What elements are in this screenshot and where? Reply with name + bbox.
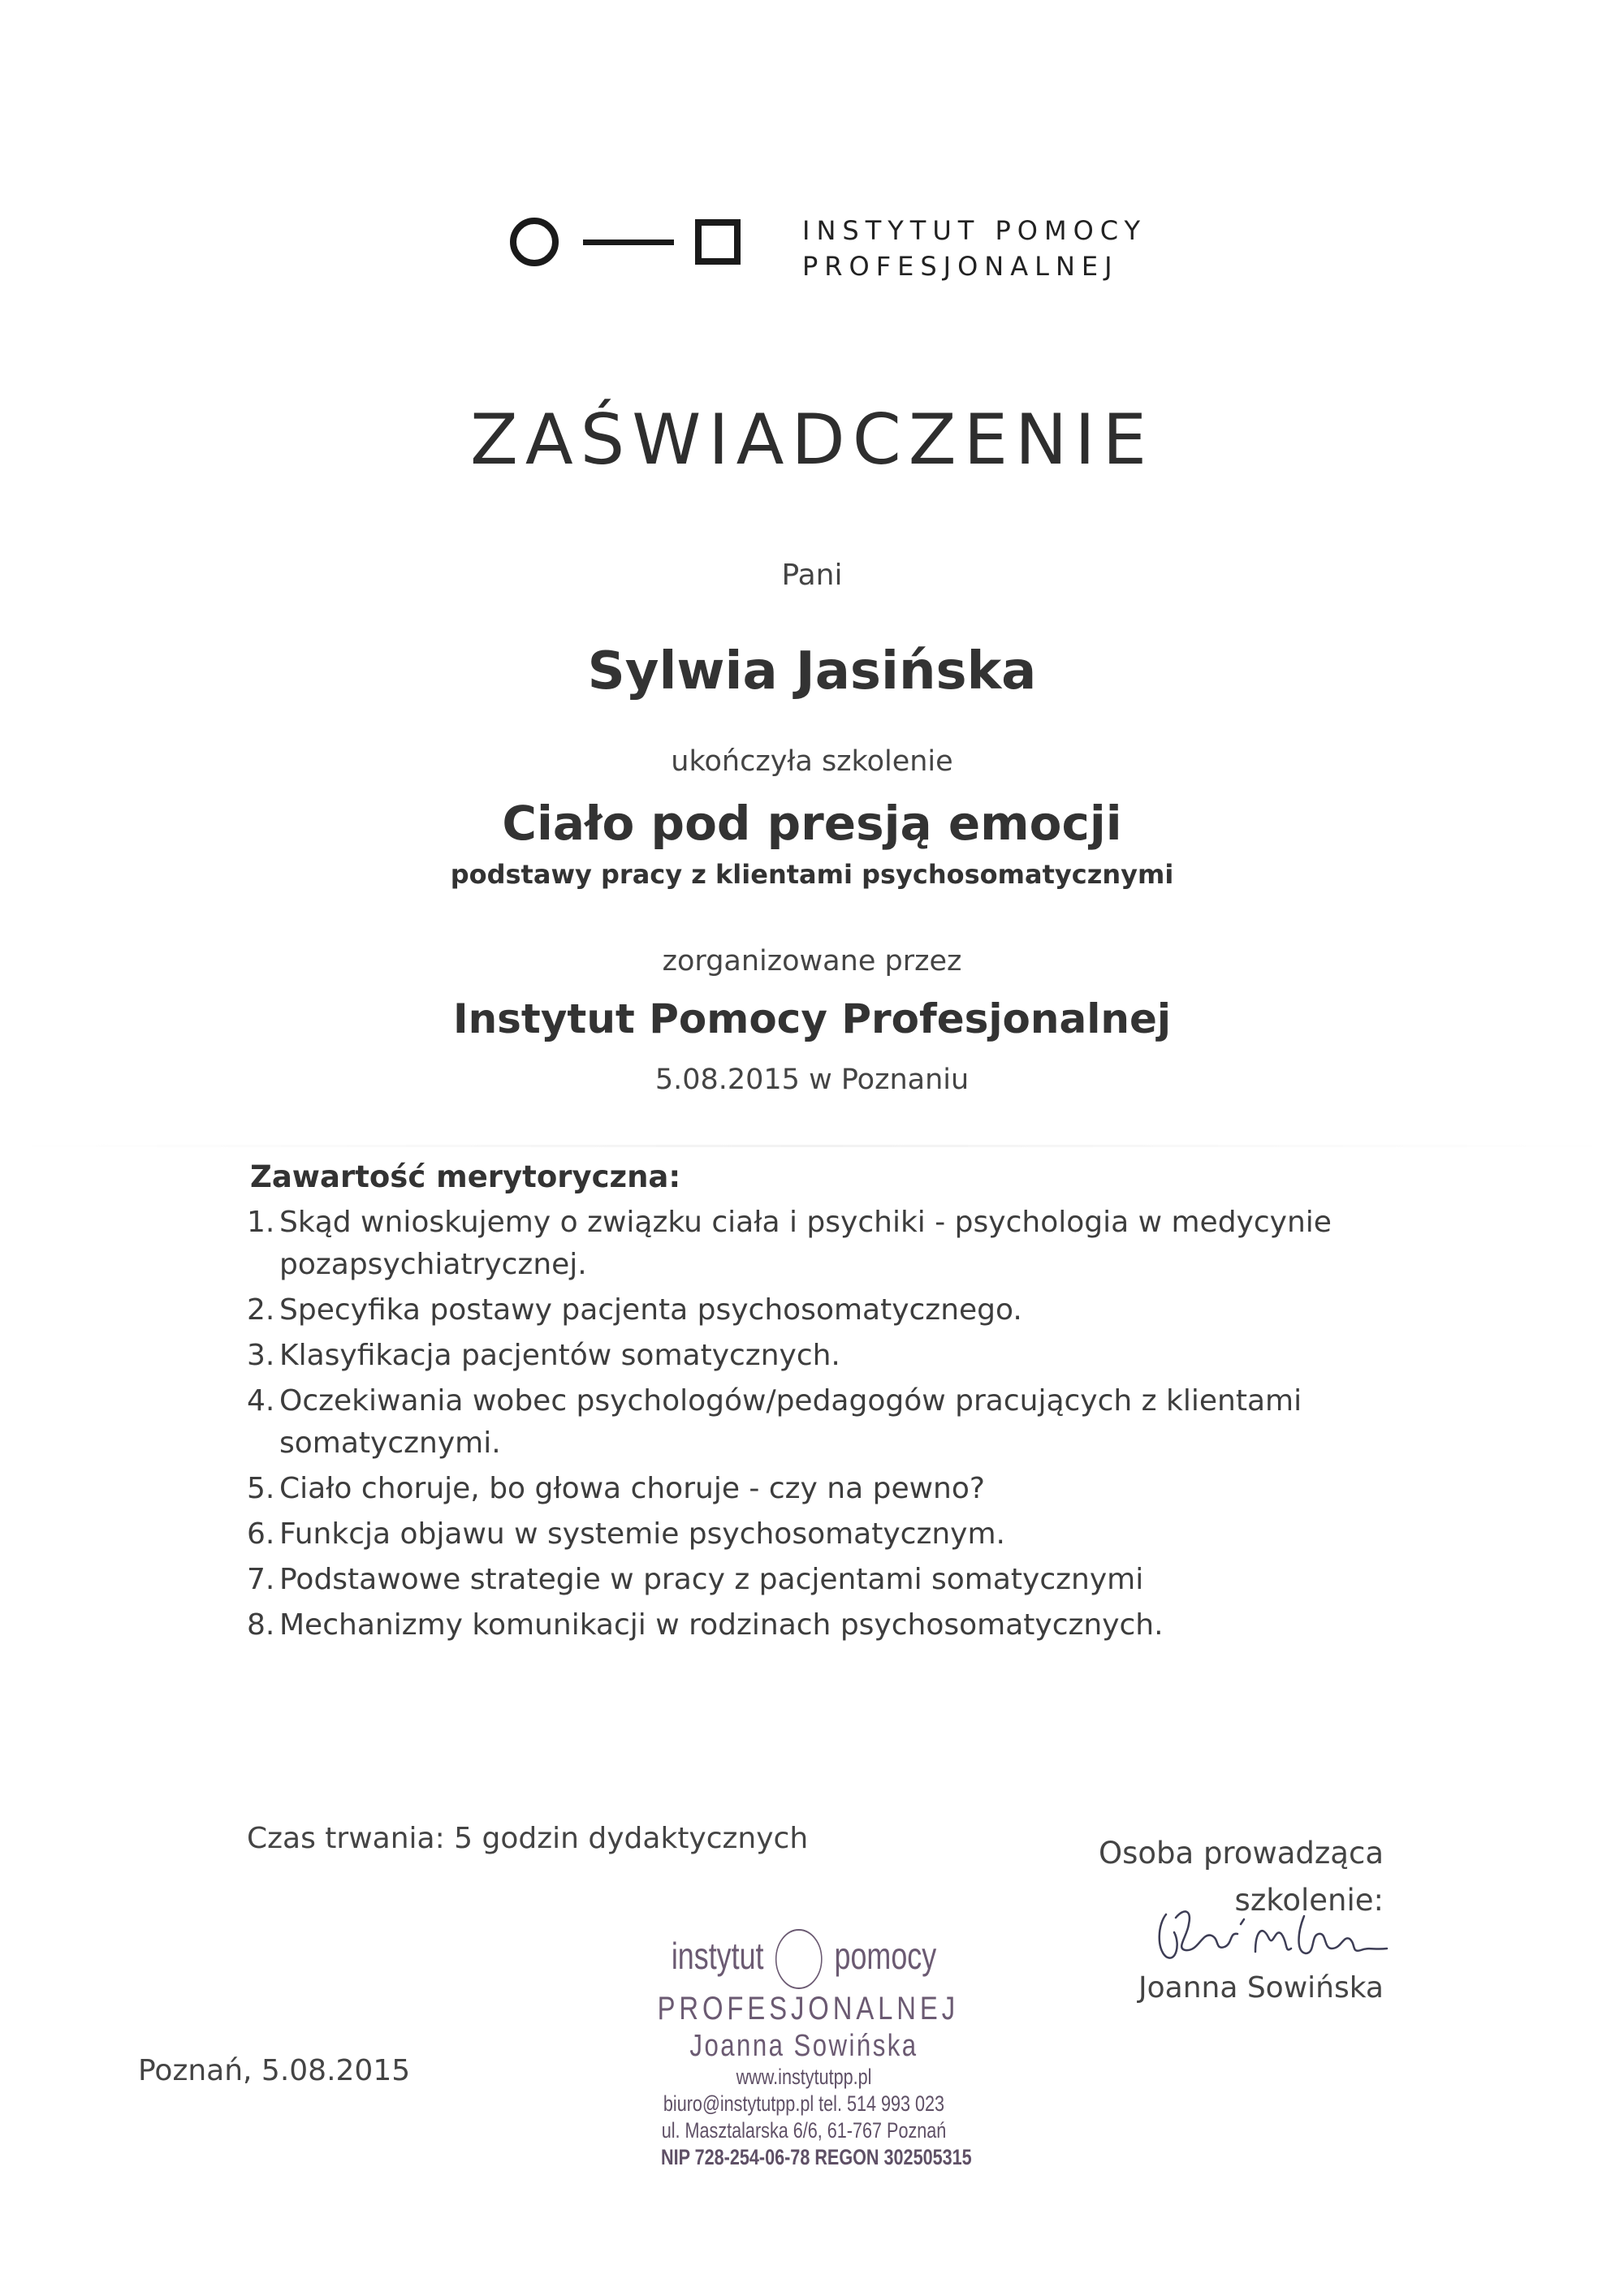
stamp-ids: NIP 728-254-06-78 REGON 302505315 [661,2145,972,2169]
stamp-row-2: PROFESJONALNEJ [657,1991,960,2026]
paper-fold-line [0,1145,1624,1147]
trainer-label-line-2: szkolenie: [1234,1883,1384,1918]
stamp-address: ul. Masztalarska 6/6, 61-767 Poznań [661,2118,947,2143]
item-number: 2. [247,1293,275,1327]
logo-text [802,213,1147,284]
stamp-word-2: pomocy [834,1935,937,1978]
item-number: 7. [247,1563,275,1596]
logo-line-2: PROFESJONALNEJ [802,251,1119,282]
content-heading: Zawartość merytoryczna: [250,1159,681,1194]
logo-line-1: INSTYTUT POMOCY [802,215,1147,246]
item-text: Ciało choruje, bo głowa choruje - czy na pewno? [279,1472,985,1505]
trainer-name: Joanna Sowińska [1138,1971,1384,2005]
item-number: 3. [247,1339,275,1372]
list-item [247,1289,1416,1331]
course-subtitle: podstawy pracy z klientami psychosomatycznymi [450,859,1174,890]
item-number: 8. [247,1608,275,1642]
stamp-contact: biuro@instytutpp.pl tel. 514 993 023 [663,2091,945,2116]
institute-stamp [625,1929,983,2171]
trainer-label-line-1: Osoba prowadząca [1098,1836,1384,1871]
stamp-word-1: instytut [671,1935,764,1978]
item-number: 4. [247,1384,275,1418]
item-number: 5. [247,1472,275,1505]
course-title: Ciało pod presją emocji [502,796,1122,851]
list-item [247,1604,1416,1646]
list-item [247,1335,1416,1377]
organized-by-text: zorganizowane przez [662,945,962,978]
list-item [247,1380,1416,1465]
stamp-row-1 [664,1929,943,1989]
city-date: Poznań, 5.08.2015 [138,2054,411,2087]
list-item [247,1202,1416,1286]
item-text: Mechanizmy komunikacji w rodzinach psychosomatycznych. [279,1608,1164,1642]
list-item [247,1468,1416,1510]
duration: Czas trwania: 5 godzin dydaktycznych [247,1822,809,1855]
list-item [247,1559,1416,1601]
item-text-continued: pozapsychiatrycznej. [279,1248,587,1281]
stamp-circle-icon [775,1929,823,1989]
list-item [247,1513,1416,1556]
recipient-name: Sylwia Jasińska [587,641,1037,701]
item-number: 6. [247,1517,275,1551]
certificate-title: ZAŚWIADCZENIE [469,399,1155,481]
stamp-www: www.instytutpp.pl [736,2065,872,2089]
item-text: Specyfika postawy pacjenta psychosomatycznego. [279,1293,1022,1327]
organizer-name: Instytut Pomocy Profesjonalnej [452,995,1172,1042]
item-text: Podstawowe strategie w pracy z pacjentami somatycznymi [279,1563,1144,1596]
item-text: Klasyfikacja pacjentów somatycznych. [279,1339,840,1372]
salutation: Pani [781,559,843,592]
item-text-continued: somatycznymi. [279,1426,501,1460]
completed-text: ukończyła szkolenie [671,745,953,778]
logo-mark-icon [510,209,770,274]
item-text: Funkcja objawu w systemie psychosomatycznym. [279,1517,1005,1551]
content-list [247,1202,1416,1650]
handwritten-signature [1151,1900,1395,1973]
item-text: Oczekiwania wobec psychologów/pedagogów pracujących z klientami [279,1384,1302,1418]
item-text: Skąd wnioskujemy o związku ciała i psychiki - psychologia w medycynie [279,1206,1332,1239]
item-number: 1. [247,1206,275,1239]
date-place: 5.08.2015 w Poznaniu [654,1064,970,1096]
stamp-row-3: Joanna Sowińska [689,2029,918,2063]
